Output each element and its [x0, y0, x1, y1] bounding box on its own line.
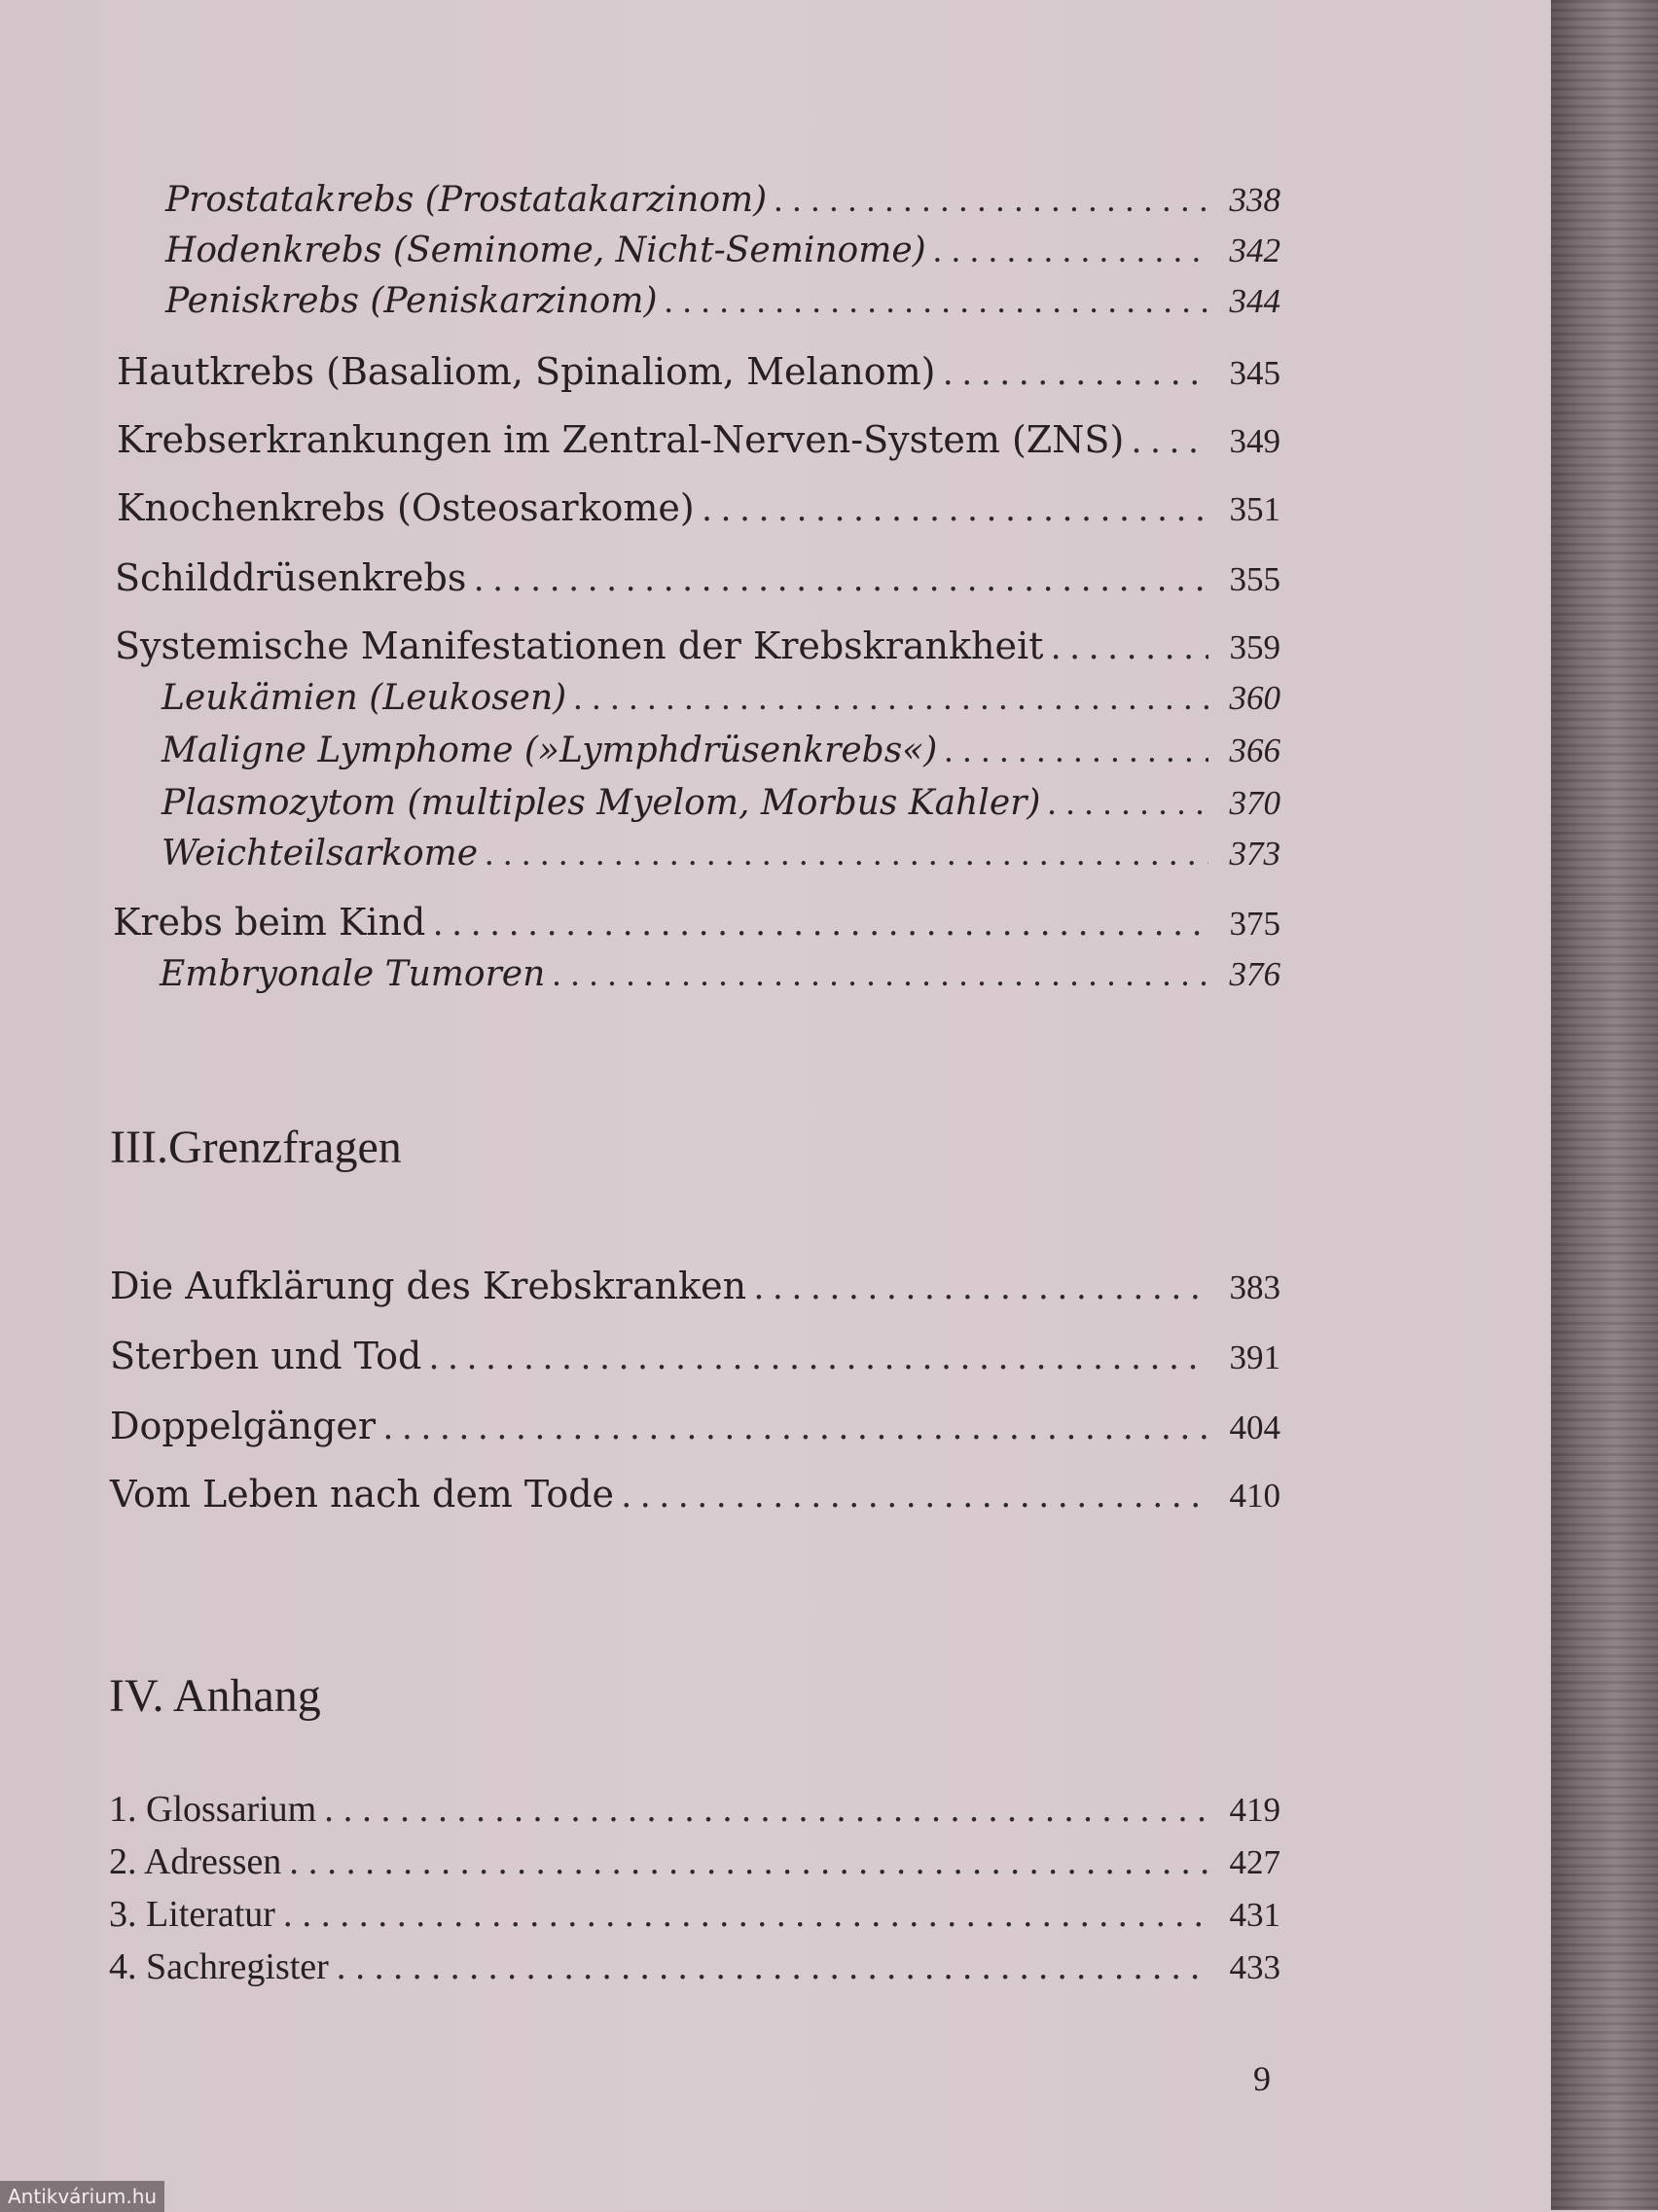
toc-entry	[110, 1473, 1280, 1516]
toc-entry	[110, 1265, 1280, 1308]
toc-entry-title: Sterben und Tod	[110, 1335, 422, 1377]
leader-dots	[1048, 782, 1208, 823]
toc-entry	[162, 730, 1280, 770]
toc-entry-title: Hodenkrebs (Seminome, Nicht-Seminome)	[165, 231, 926, 270]
toc-entry-page: 366	[1229, 731, 1280, 769]
toc-entry-page: 433	[1229, 1948, 1280, 1986]
toc-entry	[109, 1893, 1280, 1936]
leader-dots	[474, 557, 1208, 600]
toc-entry	[117, 418, 1280, 462]
page-number: 9	[1253, 2059, 1271, 2098]
toc-entry-title: Knochenkrebs (Osteosarkome)	[117, 486, 695, 529]
leader-dots	[337, 1945, 1208, 1988]
toc-entry-page: 355	[1229, 560, 1280, 598]
toc-entry-title: Die Aufklärung des Krebskranken	[110, 1265, 747, 1307]
toc-entry-title: Krebserkrankungen im Zentral-Nerven-System (ZNS)	[117, 418, 1125, 461]
toc-entry-title: Prostatakrebs (Prostatakarzinom)	[165, 180, 768, 220]
leader-dots	[1132, 419, 1208, 462]
leader-dots	[574, 677, 1208, 718]
toc-entry	[162, 782, 1280, 823]
toc-entry	[110, 1335, 1280, 1378]
toc-entry-page: 345	[1229, 354, 1280, 392]
toc-entry-page: 375	[1229, 905, 1280, 943]
toc-entry-title: Peniskrebs (Peniskarzinom)	[165, 281, 658, 321]
toc-entry-page: 383	[1229, 1268, 1280, 1306]
toc-entry-page: 342	[1229, 232, 1280, 269]
leader-dots	[433, 902, 1208, 945]
toc-entry-title: Schilddrüsenkrebs	[115, 556, 467, 599]
leader-dots	[775, 179, 1208, 220]
toc-entry	[115, 556, 1280, 600]
leader-dots	[289, 1840, 1208, 1883]
toc-entry-title: Leukämien (Leukosen)	[162, 678, 567, 718]
toc-entry-page: 404	[1229, 1409, 1280, 1446]
toc-entry-title: 4. Sachregister	[109, 1946, 329, 1987]
toc-entry	[162, 677, 1280, 718]
book-binding-edge	[1551, 0, 1658, 2210]
toc-entry	[165, 179, 1280, 220]
toc-entry	[109, 1788, 1280, 1831]
leader-dots	[934, 230, 1208, 270]
leader-dots	[1051, 625, 1208, 668]
toc-entry-page: 338	[1229, 181, 1280, 219]
toc-entry-title: 1. Glossarium	[109, 1789, 317, 1830]
leader-dots	[754, 1266, 1208, 1308]
toc-entry-page: 349	[1229, 422, 1280, 460]
toc-entry	[110, 1405, 1280, 1448]
toc-entry-page: 419	[1229, 1791, 1280, 1829]
leader-dots	[383, 1406, 1208, 1448]
toc-entry	[109, 1945, 1280, 1988]
toc-entry-page: 431	[1229, 1896, 1280, 1934]
section-heading-anhang: IV. Anhang	[109, 1670, 321, 1722]
leader-dots	[944, 351, 1209, 394]
toc-entry	[113, 901, 1280, 945]
toc-entry-title: Hautkrebs (Basaliom, Spinaliom, Melanom)	[117, 350, 936, 393]
toc-entry-page: 373	[1229, 835, 1280, 873]
toc-entry-page: 376	[1229, 955, 1280, 993]
watermark: Antikvárium.hu	[0, 2181, 164, 2212]
toc-entry-title: Systemische Manifestationen der Krebskrankheit	[115, 624, 1044, 667]
leader-dots	[553, 953, 1208, 994]
toc-entry	[117, 486, 1280, 530]
toc-entry	[165, 230, 1280, 270]
leader-dots	[945, 730, 1208, 770]
leader-dots	[622, 1474, 1208, 1516]
toc-entry	[117, 350, 1280, 394]
toc-entry-title: Doppelgänger	[110, 1405, 377, 1447]
leader-dots	[486, 833, 1208, 874]
toc-entry-page: 360	[1229, 679, 1280, 717]
toc-entry-page: 391	[1229, 1338, 1280, 1376]
section-heading-grenzfragen: III.Grenzfragen	[110, 1122, 402, 1173]
toc-entry-title: 2. Adressen	[109, 1841, 282, 1882]
toc-entry	[160, 953, 1280, 994]
toc-entry-page: 359	[1229, 628, 1280, 666]
toc-entry-title: Plasmozytom (multiples Myelom, Morbus Kahler)	[162, 783, 1041, 823]
leader-dots	[666, 280, 1208, 321]
leader-dots	[703, 487, 1208, 530]
toc-entry-page: 410	[1229, 1477, 1280, 1515]
leader-dots	[324, 1788, 1208, 1831]
toc-entry-title: Krebs beim Kind	[113, 901, 426, 944]
toc-entry-title: Weichteilsarkome	[162, 834, 479, 874]
toc-entry-page: 370	[1229, 784, 1280, 822]
toc-entry	[115, 624, 1280, 668]
toc-entry	[109, 1840, 1280, 1883]
toc-entry	[162, 833, 1280, 874]
toc-entry-title: Vom Leben nach dem Tode	[110, 1473, 615, 1516]
toc-entry	[165, 280, 1280, 321]
toc-entry-title: 3. Literatur	[109, 1894, 275, 1935]
toc-entry-page: 344	[1229, 282, 1280, 320]
leader-dots	[429, 1336, 1208, 1378]
toc-entry-title: Embryonale Tumoren	[160, 954, 546, 994]
toc-entry-page: 351	[1229, 490, 1280, 528]
toc-entry-page: 427	[1229, 1843, 1280, 1881]
leader-dots	[283, 1893, 1208, 1936]
toc-entry-title: Maligne Lymphome (»Lymphdrüsenkrebs«)	[162, 731, 938, 770]
